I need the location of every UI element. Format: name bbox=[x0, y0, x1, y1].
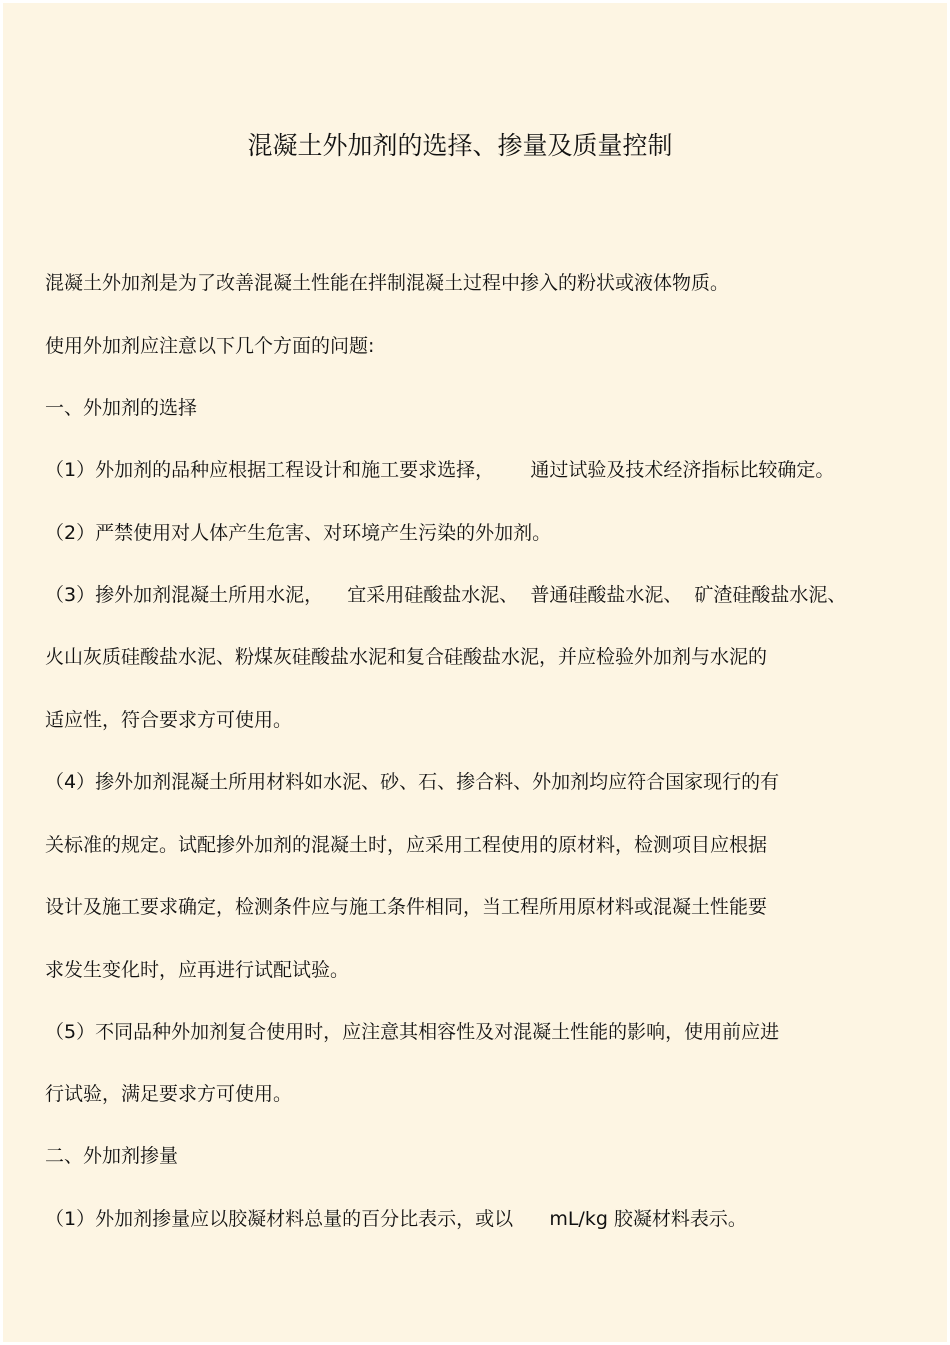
document-title: 混凝土外加剂的选择、掺量及质量控制 bbox=[247, 131, 673, 160]
list-item-1-3-line-2: 火山灰质硅酸盐水泥、粉煤灰硅酸盐水泥和复合硅酸盐水泥，并应检验外加剂与水泥的 bbox=[45, 646, 768, 668]
list-item-1-1: （1）外加剂的品种应根据工程设计和施工要求选择， 通过试验及技术经济指标比较确定。 bbox=[45, 459, 835, 481]
list-item-1-4-line-2: 关标准的规定。试配掺外加剂的混凝土时，应采用工程使用的原材料，检测项目应根据 bbox=[45, 834, 768, 856]
document-page bbox=[3, 3, 947, 1342]
paragraph-intro: 混凝土外加剂是为了改善混凝土性能在拌制混凝土过程中掺入的粉状或液体物质。 bbox=[45, 272, 730, 294]
paragraph-notes: 使用外加剂应注意以下几个方面的问题: bbox=[45, 335, 375, 357]
list-item-1-5-line-2: 行试验，满足要求方可使用。 bbox=[45, 1083, 293, 1105]
list-item-1-4-line-1: （4）掺外加剂混凝土所用材料如水泥、砂、石、掺合料、外加剂均应符合国家现行的有 bbox=[45, 771, 780, 793]
list-item-1-2: （2）严禁使用对人体产生危害、对环境产生污染的外加剂。 bbox=[45, 522, 552, 544]
section-heading-dosage: 二、外加剂掺量 bbox=[45, 1145, 179, 1167]
list-item-1-3-line-1: （3）掺外加剂混凝土所用水泥， 宜采用硅酸盐水泥、 普通硅酸盐水泥、 矿渣硅酸盐水泥、 bbox=[45, 584, 847, 606]
list-item-1-4-line-4: 求发生变化时，应再进行试配试验。 bbox=[45, 959, 350, 981]
list-item-2-1: （1）外加剂掺量应以胶凝材料总量的百分比表示，或以 mL/kg 胶凝材料表示。 bbox=[45, 1208, 747, 1230]
list-item-1-3-line-3: 适应性，符合要求方可使用。 bbox=[45, 709, 293, 731]
list-item-1-4-line-3: 设计及施工要求确定，检测条件应与施工条件相同，当工程所用原材料或混凝土性能要 bbox=[45, 896, 768, 918]
section-heading-selection: 一、外加剂的选择 bbox=[45, 397, 198, 419]
list-item-1-5-line-1: （5）不同品种外加剂复合使用时，应注意其相容性及对混凝土性能的影响，使用前应进 bbox=[45, 1021, 780, 1043]
